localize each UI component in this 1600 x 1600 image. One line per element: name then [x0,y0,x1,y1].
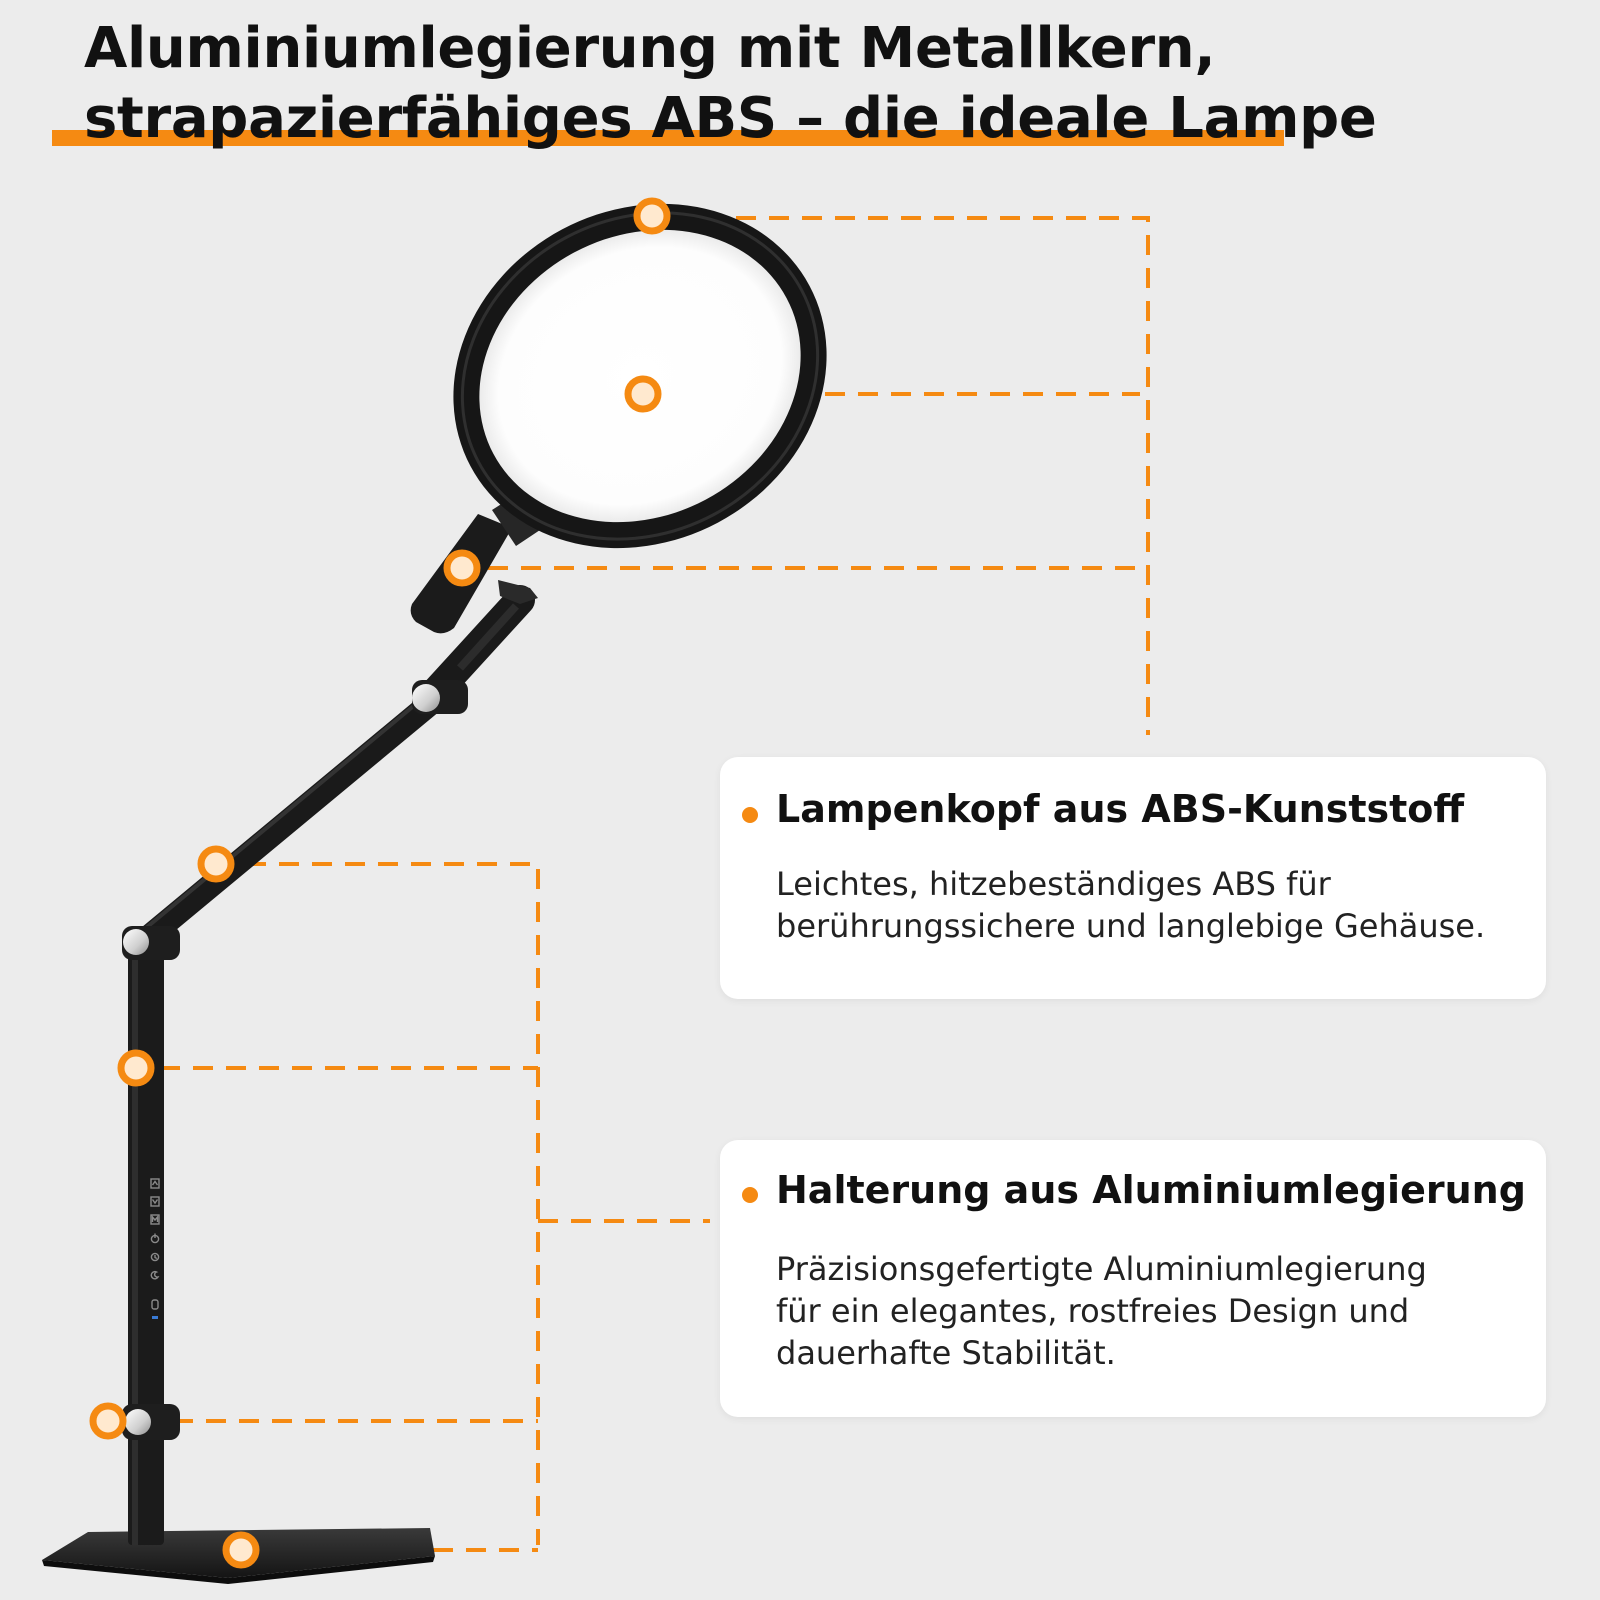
callout-line-arm [246,864,538,1545]
feature-description [776,1248,1528,1374]
feature-title: Lampenkopf aus ABS-Kunststoff [776,787,1465,831]
lamp-arm [146,694,432,936]
lamp-pole [128,950,164,1545]
bullet-dot [742,1187,758,1203]
upper-joint [412,680,468,714]
feature-description-line: dauerhafte Stabilität. [776,1334,1116,1372]
indicator-led-icon [152,1316,158,1319]
marker-base [226,1535,256,1565]
headline-line-1: Aluminiumlegierung mit Metallkern, [84,16,1216,81]
marker-head-center [628,379,658,409]
feature-description-line: Präzisionsgefertigte Aluminiumlegierung [776,1250,1427,1288]
marker-pole [121,1053,151,1083]
elbow-joint [122,926,180,960]
lower-joint [122,1404,180,1440]
feature-card-mount [720,1140,1546,1417]
marker-head-top [637,201,667,231]
marker-arm [201,849,231,879]
feature-description [776,863,1528,947]
marker-head-joint [447,553,477,583]
feature-card-lamp-head [720,757,1546,999]
marker-lower-joint [93,1406,123,1436]
bullet-dot [742,807,758,823]
feature-title: Halterung aus Aluminiumlegierung [776,1168,1526,1212]
feature-description-line: berührungssichere und langlebige Gehäuse. [776,907,1486,945]
headline-line-2: strapazierfähiges ABS – die ideale Lampe [84,86,1377,151]
feature-description-line: für ein elegantes, rostfreies Design und [776,1292,1410,1330]
feature-description-line: Leichtes, hitzebeständiges ABS für [776,865,1331,903]
